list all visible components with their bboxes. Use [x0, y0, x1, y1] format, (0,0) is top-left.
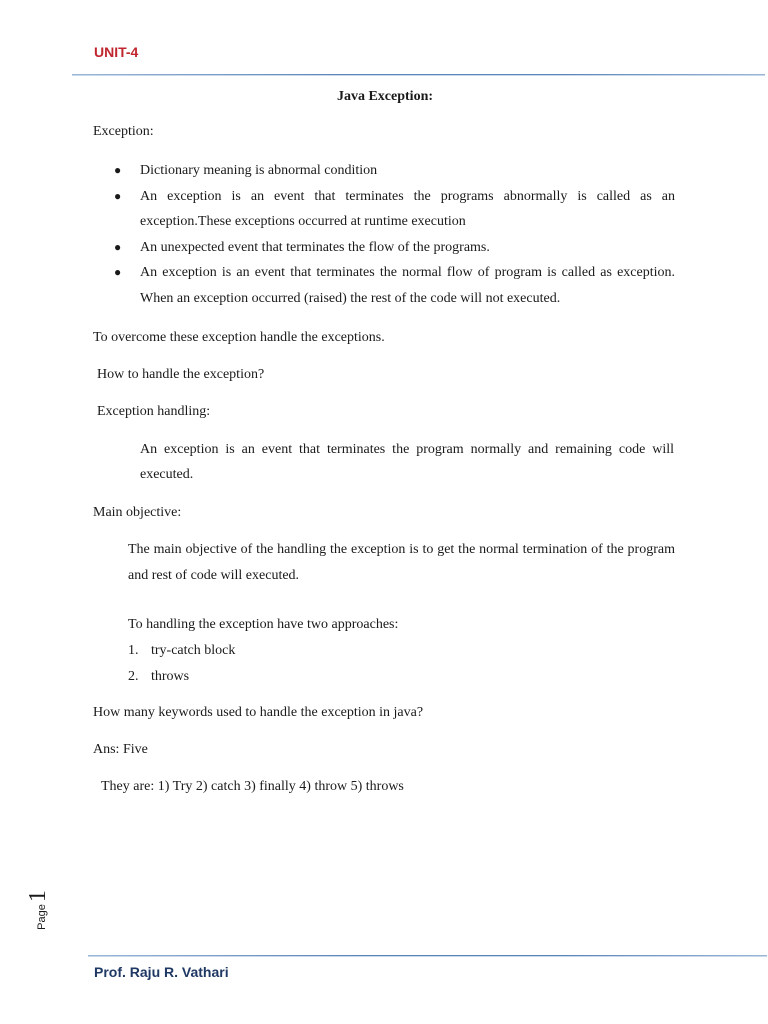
list-item-text: An exception is an event that terminates the normal flow of program is called as exception. When an exception occurred (raised) the rest of the code will not executed. — [140, 265, 675, 306]
list-item-text: throws — [151, 669, 190, 684]
list-item — [112, 158, 675, 184]
bullet-icon: ● — [114, 188, 122, 203]
approaches-intro: To handling the exception have two approaches: — [128, 617, 399, 632]
list-item-text: An unexpected event that terminates the flow of the programs. — [140, 239, 490, 255]
keywords-question: How many keywords used to handle the exception in java? — [93, 705, 424, 720]
page-number: 1 — [25, 890, 51, 903]
exception-handling-text: An exception is an event that terminates the program normally and remaining code will executed. — [140, 442, 674, 482]
exception-bullet-list — [112, 158, 675, 311]
bullet-icon: ● — [114, 265, 122, 279]
answer-text: Ans: Five — [93, 742, 148, 757]
main-objective-heading: Main objective: — [93, 505, 182, 520]
list-item-text: Dictionary meaning is abnormal condition — [140, 163, 378, 178]
footer-author: Prof. Raju R. Vathari — [94, 964, 229, 980]
header-divider — [72, 74, 765, 75]
approaches-list — [128, 638, 235, 690]
page-title-text: Java Exception: — [336, 89, 434, 104]
unit-label: UNIT-4 — [94, 44, 139, 60]
bullet-icon: ● — [114, 239, 122, 254]
list-item-text: An exception is an event that terminates the programs abnormally is called as an exception.These exceptions occurred at runtime execution — [140, 188, 675, 229]
list-item — [112, 184, 675, 235]
page-title — [0, 89, 768, 105]
bullet-icon: ● — [114, 163, 122, 177]
list-item — [128, 664, 235, 690]
how-to-handle-question: How to handle the exception? — [97, 367, 265, 382]
list-item-number: 2. — [128, 669, 139, 684]
list-item — [112, 235, 675, 261]
overcome-text: To overcome these exception handle the exceptions. — [93, 330, 385, 345]
page-word: Page — [36, 904, 48, 930]
list-item-number: 1. — [128, 643, 139, 658]
keywords-list: They are: 1) Try 2) catch 3) finally 4) throw 5) throws — [101, 779, 404, 794]
list-item — [112, 260, 675, 311]
exception-heading: Exception: — [93, 124, 154, 139]
list-item-text: try-catch block — [151, 643, 236, 658]
exception-handling-heading: Exception handling: — [97, 404, 211, 419]
main-objective-text: The main objective of the handling the exception is to get the normal termination of the program and rest of code will executed. — [128, 542, 675, 583]
page-number-mark — [25, 890, 75, 930]
list-item — [128, 638, 235, 664]
footer-divider — [88, 955, 767, 956]
